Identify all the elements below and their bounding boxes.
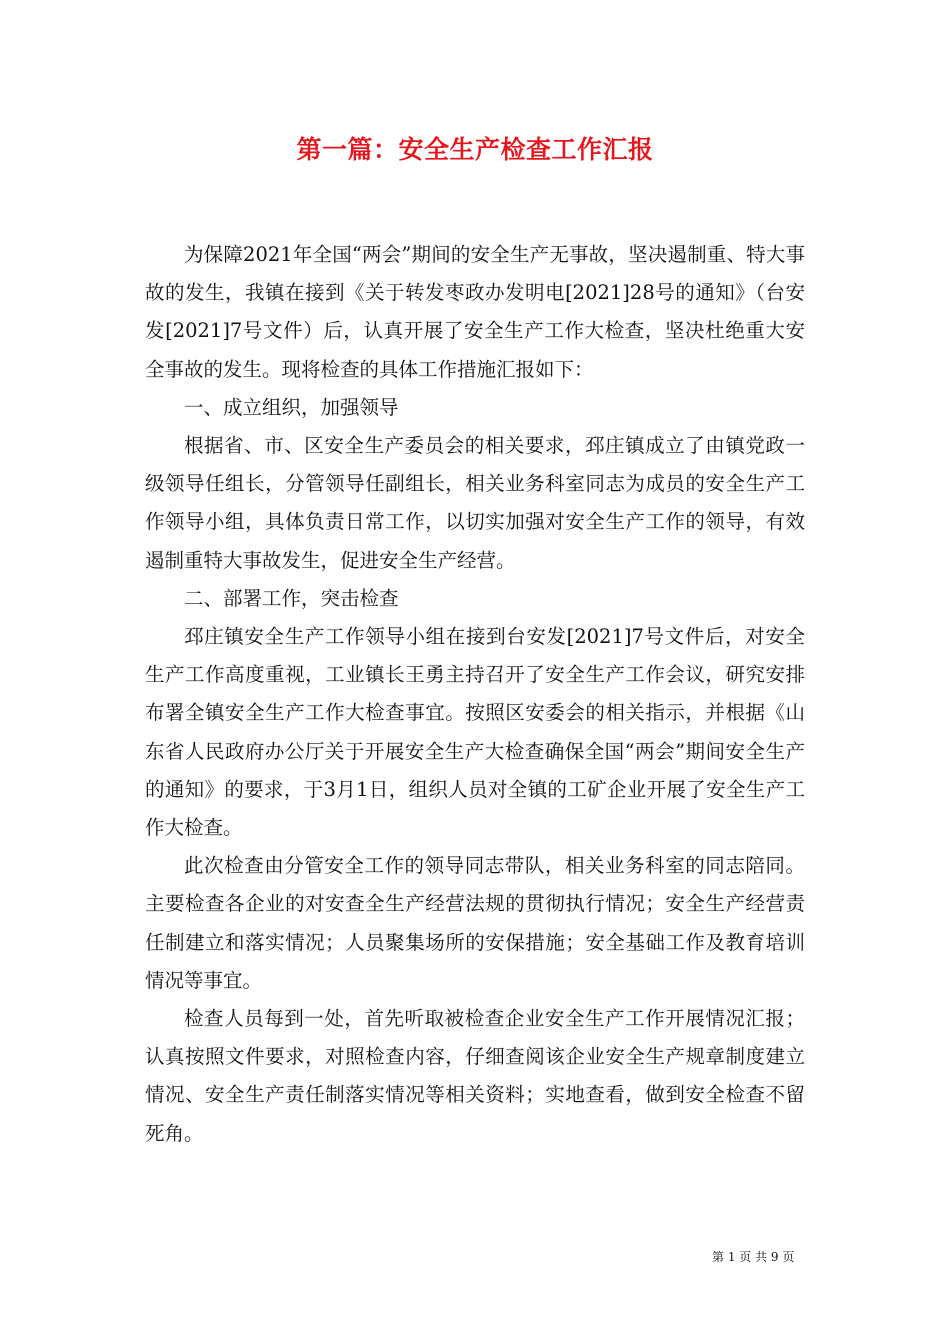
document-title: 第一篇：安全生产检查工作汇报 [296,135,654,164]
paragraph-organization: 根据省、市、区安全生产委员会的相关要求，邳庄镇成立了由镇党政一级领导任组长，分管领导任副组长，相关业务科室同志为成员的安全生产工作领导小组，具体负责日常工作，以切实加强对安全生产工作的领导，有效遏制重特大事故发生，促进安全生产经营。 [145,434,805,572]
section-heading-2: 二、部署工作，突击检查 [184,586,399,610]
paragraph-deployment: 邳庄镇安全生产工作领导小组在接到台安发[2021]7号文件后，对安全生产工作高度重视，工业镇长王勇主持召开了安全生产工作会议，研究安排布署全镇安全生产工作大检查事宜。按照区安委会的相关指示，并根据《山东省人民政府办公厅关于开展安全生产大检查确保全国“两会”期间安全生产的通知》的要求，于3月1日，组织人员对全镇的工矿企业开展了安全生产工作大检查。 [145,625,805,840]
paragraph-inspection-process: 检查人员每到一处，首先听取被检查企业安全生产工作开展情况汇报；认真按照文件要求，对照检查内容，仔细查阅该企业安全生产规章制度建立情况、安全生产责任制落实情况等相关资料；实地查看，做到安全检查不留死角。 [145,1007,805,1145]
document-body [145,236,805,1153]
section-heading-1: 一、成立组织，加强领导 [184,395,399,419]
paragraph-intro: 为保障2021年全国“两会”期间的安全生产无事故，坚决遏制重、特大事故的发生，我镇在接到《关于转发枣政办发明电[2021]28号的通知》（台安发[2021]7号文件）后，认真开展了安全生产工作大检查，坚决杜绝重大安全事故的发生。现将检查的具体工作措施汇报如下： [145,243,805,381]
paragraph-inspection-scope: 此次检查由分管安全工作的领导同志带队，相关业务科室的同志陪同。主要检查各企业的对安查全生产经营法规的贯彻执行情况；安全生产经营责任制建立和落实情况；人员聚集场所的安保措施；安全基础工作及教育培训情况等事宜。 [145,854,805,992]
page-number: 第 1 页 共 9 页 [712,1250,795,1264]
